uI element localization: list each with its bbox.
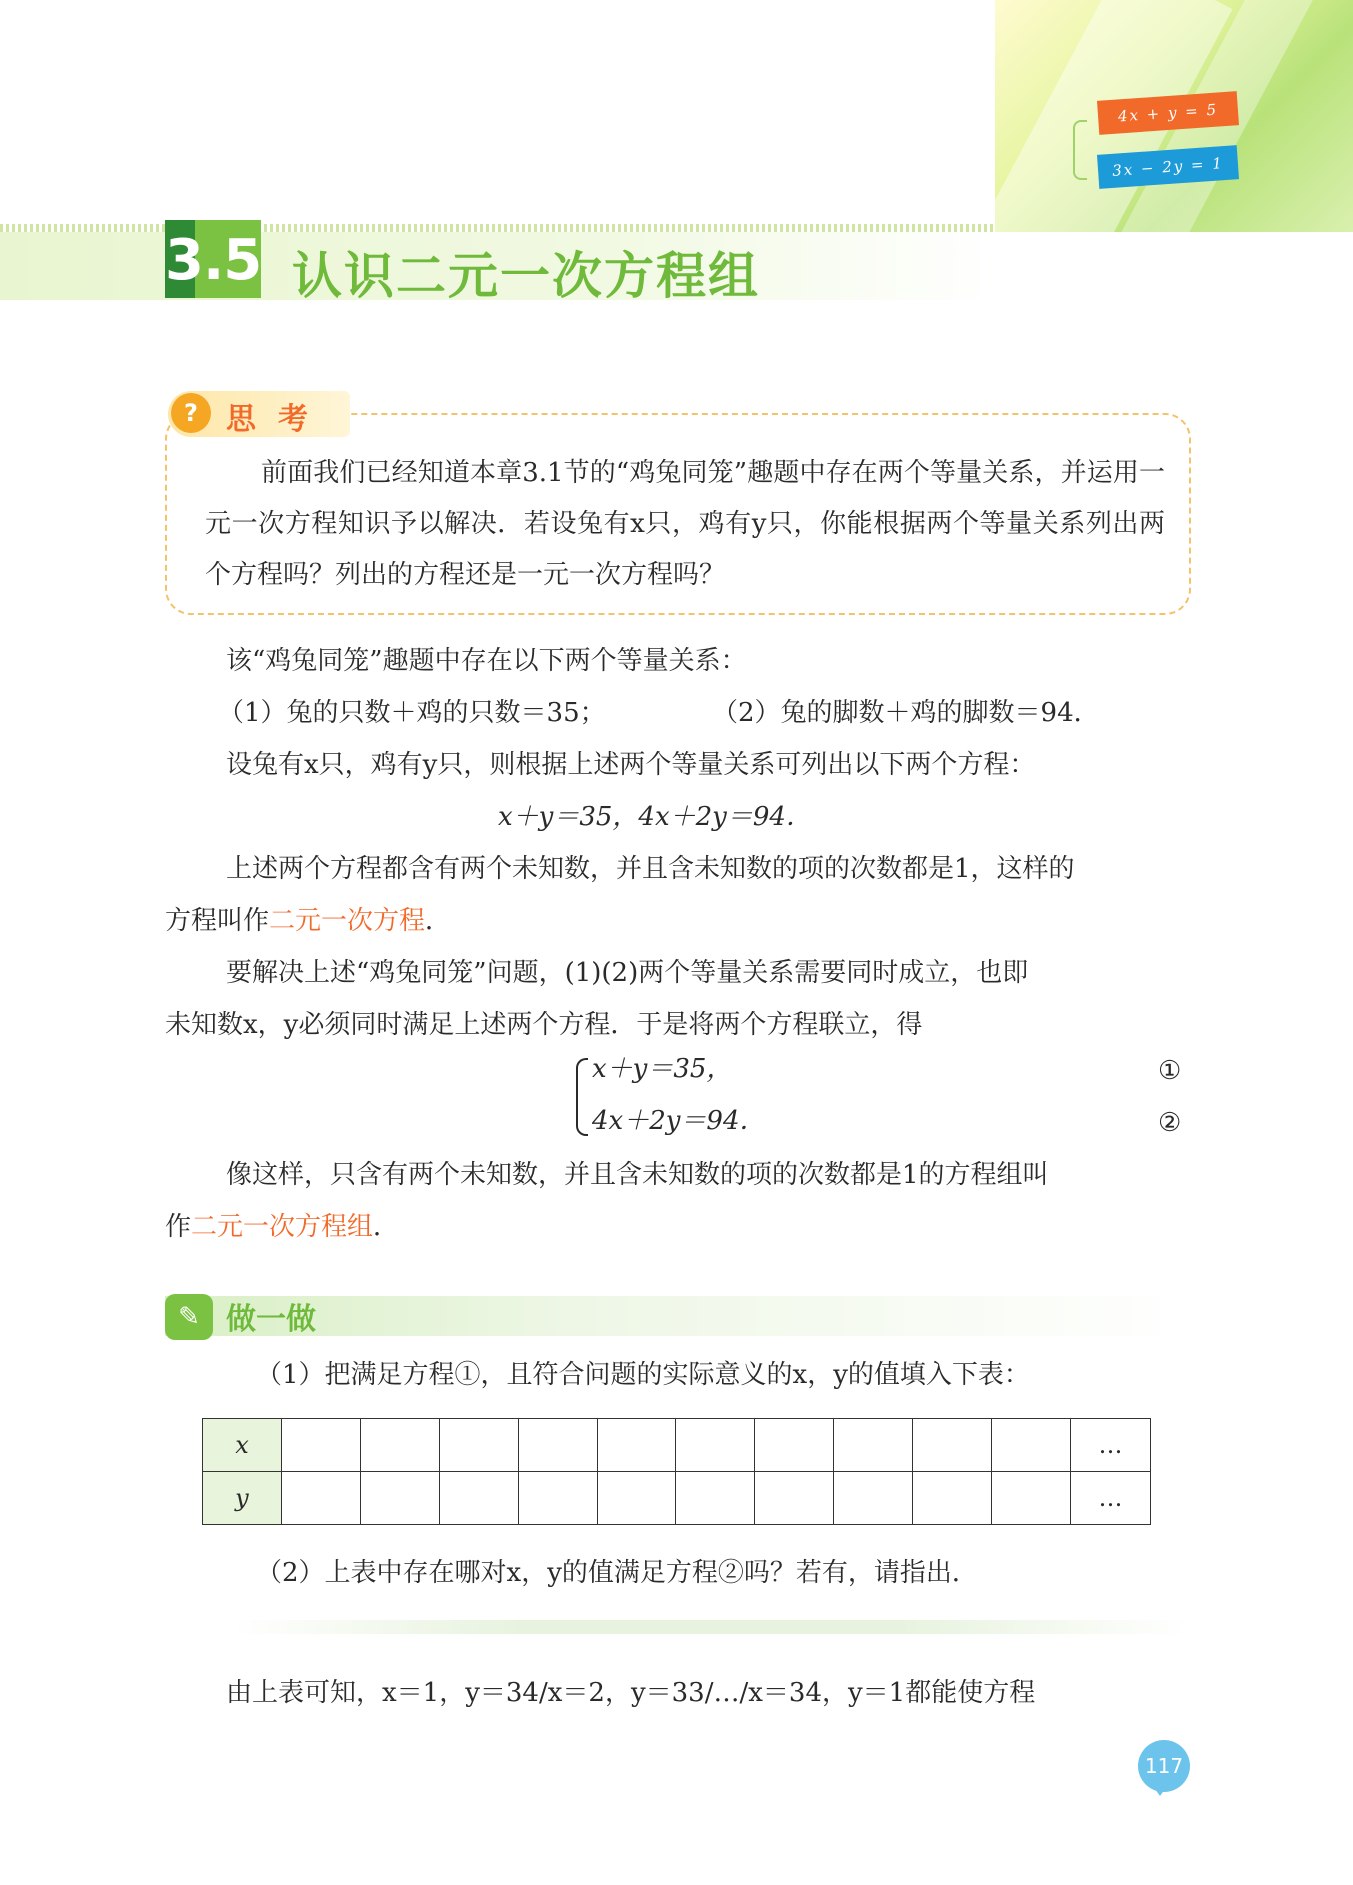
question-bulb-icon: ? — [171, 393, 211, 433]
table-cell[interactable] — [439, 1419, 518, 1472]
table-cell[interactable] — [755, 1472, 834, 1525]
table-cell[interactable] — [992, 1419, 1071, 1472]
table-cell[interactable] — [755, 1419, 834, 1472]
term-linear-system-two-vars: 二元一次方程组 — [191, 1212, 374, 1242]
table-row — [203, 1472, 1151, 1525]
table-cell[interactable] — [360, 1419, 439, 1472]
conclusion-line: 由上表可知，x＝1，y＝34/x＝2，y＝33/…/x＝34，y＝1都能使方程 — [226, 1678, 1036, 1708]
solve-line-b: 未知数x，y必须同时满足上述两个方程．于是将两个方程联立，得 — [165, 1010, 923, 1040]
solve-line-a: 要解决上述“鸡兔同笼”问题，(1)(2)两个等量关系需要同时成立，也即 — [226, 958, 1029, 988]
pencil-ruler-icon: ✎ — [165, 1294, 213, 1340]
ribbon-brace-decoration — [1073, 120, 1087, 180]
body-line-setup: 设兔有x只，鸡有y只，则根据上述两个等量关系可列出以下两个方程： — [226, 750, 1036, 780]
page-badge-tail — [1150, 1782, 1170, 1796]
answer-table — [202, 1418, 1151, 1525]
definition-2-line-b — [165, 1202, 399, 1253]
ribbon-equation-1: 4x + y = 5 — [1097, 91, 1239, 135]
table-row — [203, 1419, 1151, 1472]
table-ellipsis: … — [1070, 1472, 1150, 1525]
system-equation-2: 4x＋2y＝94． — [592, 1106, 766, 1136]
definition-1-suffix: ． — [425, 906, 452, 936]
table-cell[interactable] — [913, 1419, 992, 1472]
term-linear-equation-two-vars: 二元一次方程 — [269, 906, 426, 936]
table-ellipsis: … — [1070, 1419, 1150, 1472]
body-line-intro: 该“鸡兔同笼”趣题中存在以下两个等量关系： — [226, 646, 747, 676]
definition-1-line-a: 上述两个方程都含有两个未知数，并且含未知数的项的次数都是1，这样的 — [226, 854, 1075, 884]
section-divider — [230, 1620, 1190, 1634]
table-cell[interactable] — [676, 1419, 755, 1472]
table-cell[interactable] — [281, 1472, 360, 1525]
equation-mark-2: ② — [1158, 1108, 1182, 1138]
equation-pair: x＋y＝35，4x＋2y＝94． — [498, 802, 812, 832]
table-cell[interactable] — [518, 1472, 597, 1525]
table-row-label: x — [203, 1419, 282, 1472]
table-cell[interactable] — [360, 1472, 439, 1525]
think-label: 思考 — [226, 402, 330, 437]
definition-1-prefix: 方程叫作 — [165, 906, 270, 936]
table-cell[interactable] — [834, 1472, 913, 1525]
equation-mark-1: ① — [1158, 1056, 1182, 1086]
system-brace — [576, 1058, 588, 1136]
relation-1: （1）兔的只数＋鸡的只数＝35； — [218, 698, 606, 728]
system-equation-1: x＋y＝35， — [592, 1054, 733, 1084]
think-paragraph: 前面我们已经知道本章3.1节的“鸡兔同笼”趣题中存在两个等量关系，并运用一元一次方程知识予以解决．若设兔有x只，鸡有y只，你能根据两个等量关系列出两个方程吗？列出的方程还是一元一次方程吗？ — [205, 458, 1165, 590]
table-cell[interactable] — [281, 1419, 360, 1472]
do-it-label: 做一做 — [226, 1302, 316, 1337]
table-cell[interactable] — [439, 1472, 518, 1525]
section-title: 认识二元一次方程组 — [292, 247, 760, 305]
table-cell[interactable] — [913, 1472, 992, 1525]
page-number: 117 — [1138, 1740, 1190, 1792]
table-cell[interactable] — [597, 1472, 676, 1525]
definition-2-line-a: 像这样，只含有两个未知数，并且含未知数的项的次数都是1的方程组叫 — [226, 1160, 1049, 1190]
table-cell[interactable] — [518, 1419, 597, 1472]
do-it-question-2: （2）上表中存在哪对x，y的值满足方程②吗？若有，请指出． — [256, 1558, 978, 1588]
table-cell[interactable] — [992, 1472, 1071, 1525]
table-cell[interactable] — [597, 1419, 676, 1472]
do-it-bar — [165, 1296, 1191, 1336]
definition-1-line-b — [165, 896, 451, 947]
table-cell[interactable] — [676, 1472, 755, 1525]
definition-2-prefix: 作 — [165, 1212, 192, 1242]
section-number-badge — [165, 220, 261, 298]
section-number: 3.5 — [165, 228, 262, 293]
ribbon-equation-2: 3x − 2y = 1 — [1097, 145, 1239, 189]
header-stripe-dots — [0, 224, 1000, 232]
relation-2: （2）兔的脚数＋鸡的脚数＝94． — [712, 698, 1100, 728]
table-row-label: y — [203, 1472, 282, 1525]
table-cell[interactable] — [834, 1419, 913, 1472]
do-it-question-1: （1）把满足方程①，且符合问题的实际意义的x，y的值填入下表： — [256, 1360, 1030, 1390]
definition-2-suffix: ． — [373, 1212, 400, 1242]
